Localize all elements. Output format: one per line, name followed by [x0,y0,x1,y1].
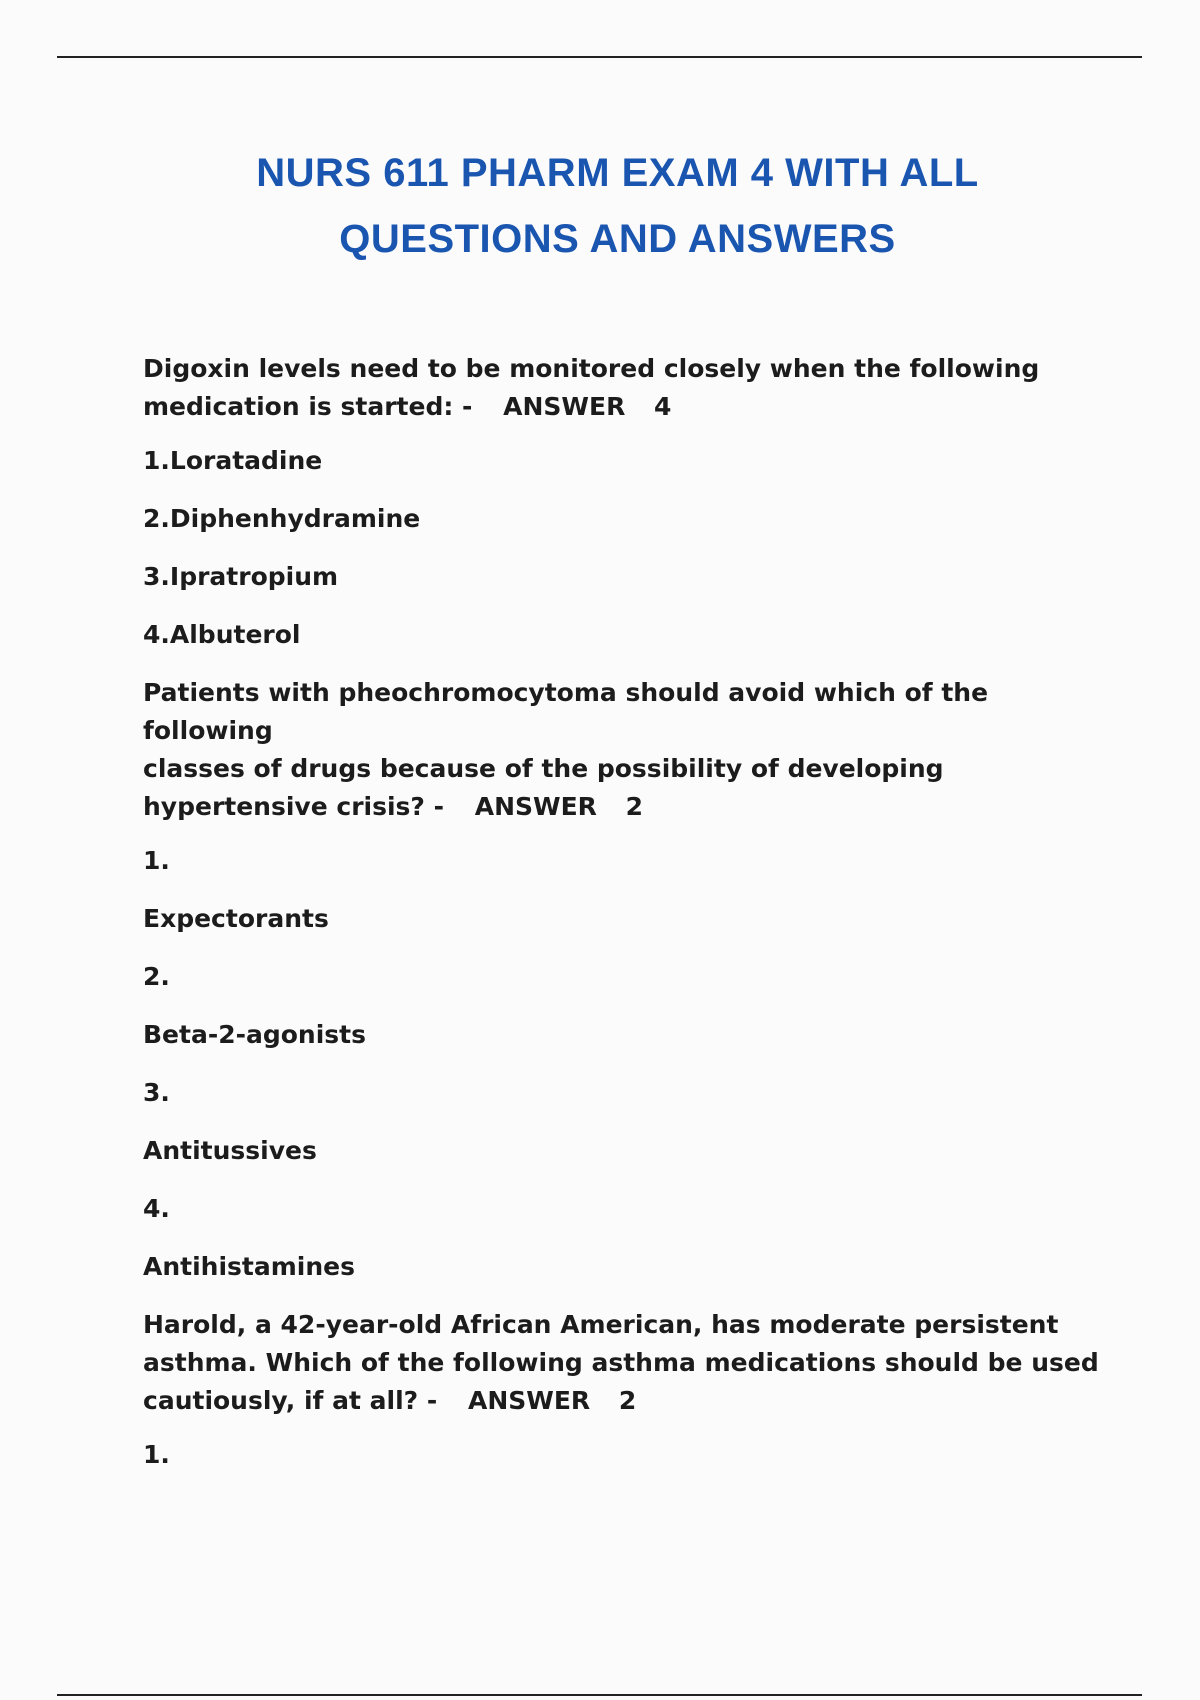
question-3 [143,1306,1103,1474]
answer-value: 2 [625,792,644,821]
option-number: 1. [143,1440,170,1469]
question-line: Digoxin levels need to be monitored closely when the following [143,354,1040,383]
option-number: 4. [143,1194,170,1223]
answer-label: ANSWER [467,1386,591,1415]
question-line: hypertensive crisis? - [143,792,445,821]
top-divider [57,56,1142,58]
question-line: cautiously, if at all? - [143,1386,438,1415]
question-line: asthma. Which of the following asthma medications should be used [143,1348,1099,1377]
question-text [143,350,1103,426]
answer-label: ANSWER [503,392,626,421]
question-2 [143,674,1103,1286]
question-line: medication is started: - [143,392,473,421]
question-text [143,1306,1103,1420]
option-text: Antihistamines [143,1252,355,1281]
question-line: classes of drugs because of the possibility of developing [143,754,944,783]
question-1 [143,350,1103,654]
title-line-2: QUESTIONS AND ANSWERS [339,217,896,261]
question-line: Harold, a 42-year-old African American, has moderate persistent [143,1310,1059,1339]
option: 3.Ipratropium [143,562,339,591]
document-body [143,350,1103,1494]
answer-value: 2 [618,1386,637,1415]
option: 4.Albuterol [143,620,301,649]
document-title [0,140,1200,272]
bottom-divider [57,1694,1142,1696]
answer-label: ANSWER [474,792,597,821]
option-text: Beta-2-agonists [143,1020,366,1049]
question-text [143,674,1103,826]
option-text: Expectorants [143,904,329,933]
option-number: 2. [143,962,170,991]
option-number: 1. [143,846,170,875]
option-number: 3. [143,1078,170,1107]
option-text: Antitussives [143,1136,317,1165]
option: 2.Diphenhydramine [143,504,421,533]
question-line: Patients with pheochromocytoma should avoid which of the following [143,678,989,745]
answer-value: 4 [654,392,672,421]
option: 1.Loratadine [143,446,323,475]
title-line-1: NURS 611 PHARM EXAM 4 WITH ALL [256,151,979,195]
